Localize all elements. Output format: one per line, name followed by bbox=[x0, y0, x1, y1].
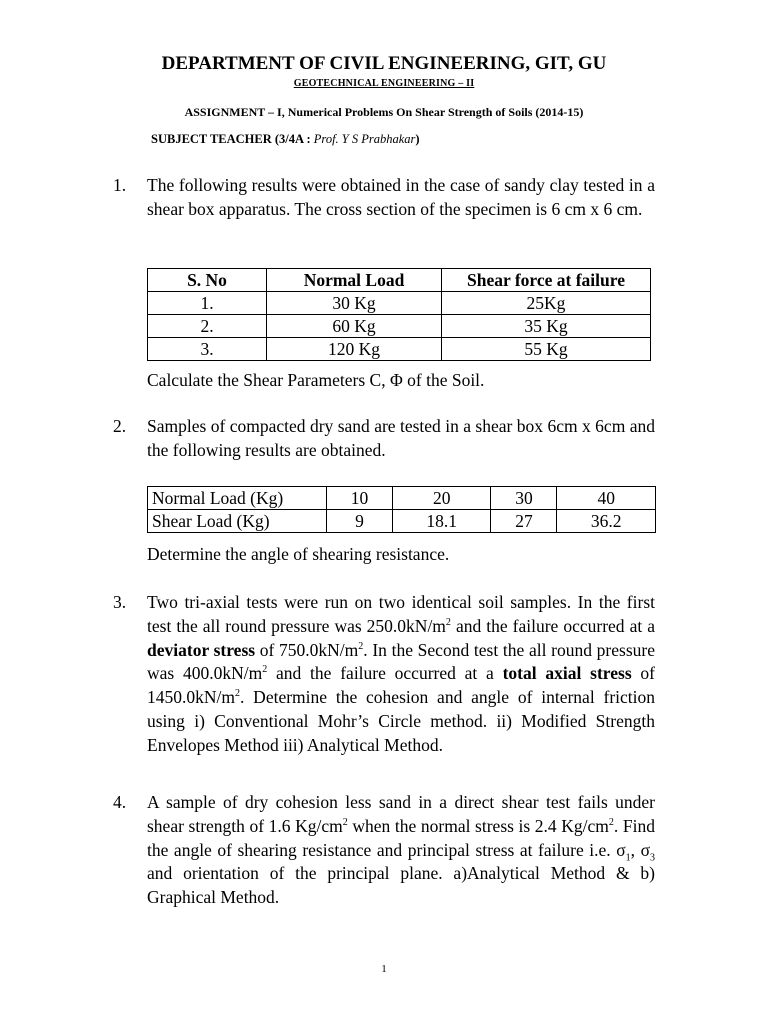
shear-box-table bbox=[147, 268, 651, 361]
superscript: 2 bbox=[235, 688, 240, 700]
table-cell: 30 Kg bbox=[267, 292, 442, 315]
table-cell: 1. bbox=[148, 292, 267, 315]
subscript: 3 bbox=[650, 852, 655, 864]
table-cell: 25Kg bbox=[442, 292, 651, 315]
table-cell: 35 Kg bbox=[442, 315, 651, 338]
table-cell: 20 bbox=[392, 487, 491, 510]
table-cell: 40 bbox=[557, 487, 656, 510]
table-header-row bbox=[148, 269, 651, 292]
superscript: 2 bbox=[608, 816, 614, 828]
question-1 bbox=[113, 174, 655, 222]
question-4 bbox=[113, 791, 655, 910]
text-segment: A sample of dry cohesion less sand in a direct shear test fails under shear strength of 1.6 Kg/cm bbox=[147, 792, 655, 836]
emphasis-term: deviator stress bbox=[147, 639, 256, 660]
question-number: 3. bbox=[113, 592, 127, 612]
column-header: Normal Load bbox=[267, 269, 442, 292]
column-header: Shear force at failure bbox=[442, 269, 651, 292]
table-cell: 55 Kg bbox=[442, 338, 651, 361]
text-segment: of 1450.0kN/m bbox=[147, 663, 655, 708]
emphasis-term: total axial stress bbox=[502, 663, 632, 684]
question-number: 2. bbox=[113, 416, 127, 436]
column-header: S. No bbox=[148, 269, 267, 292]
table-cell: 120 Kg bbox=[267, 338, 442, 361]
table-cell: 3. bbox=[148, 338, 267, 361]
question-text: The following results were obtained in the case of sandy clay tested in a shear box apparatus. The cross section of the specimen is 6 cm x 6 cm. bbox=[147, 175, 655, 219]
question-number: 1. bbox=[113, 175, 127, 195]
text-segment: and orientation of the principal plane. a)Analytical Method & b) Graphical Method. bbox=[147, 863, 655, 908]
determine-instruction: Determine the angle of shearing resistance. bbox=[147, 544, 450, 564]
course-subtitle: GEOTECHNICAL ENGINEERING – II bbox=[293, 78, 475, 89]
table-cell: 36.2 bbox=[557, 510, 656, 533]
question-number: 4. bbox=[113, 792, 127, 812]
teacher-name: Prof. Y S Prabhakar bbox=[313, 132, 416, 146]
teacher-close: ) bbox=[415, 132, 420, 146]
text-segment: . Determine the cohesion and angle of internal friction using i) Conventional Mohr’s Circle method. ii) Modified Strength Envelopes Method iii) Analytical Method. bbox=[147, 687, 655, 755]
table-row bbox=[148, 487, 656, 510]
superscript: 2 bbox=[445, 616, 451, 628]
question-text bbox=[147, 591, 655, 758]
calculate-instruction: Calculate the Shear Parameters C, Φ of the Soil. bbox=[147, 370, 485, 390]
subject-teacher bbox=[151, 132, 420, 147]
table-cell: 60 Kg bbox=[267, 315, 442, 338]
row-label: Shear Load (Kg) bbox=[148, 510, 327, 533]
table-cell: 10 bbox=[327, 487, 393, 510]
page-number: 1 bbox=[381, 963, 387, 975]
text-segment: , σ bbox=[630, 839, 650, 860]
assignment-heading: ASSIGNMENT – I, Numerical Problems On Shear Strength of Soils (2014-15) bbox=[184, 105, 584, 119]
table-cell: 27 bbox=[491, 510, 557, 533]
table-cell: 18.1 bbox=[392, 510, 491, 533]
table-row bbox=[148, 292, 651, 315]
table-row bbox=[148, 338, 651, 361]
question-3 bbox=[113, 591, 655, 758]
text-segment: and the failure occurred at a bbox=[450, 615, 655, 636]
row-label: Normal Load (Kg) bbox=[148, 487, 327, 510]
text-segment: Two tri-axial tests were run on two identical soil samples. In the first test the all round pressure was 250.0kN/m bbox=[147, 592, 655, 636]
table-row bbox=[148, 510, 656, 533]
superscript: 2 bbox=[342, 816, 348, 828]
table-cell: 2. bbox=[148, 315, 267, 338]
shear-load-table bbox=[147, 486, 656, 533]
question-2 bbox=[113, 415, 655, 463]
text-segment: of 750.0kN/m bbox=[255, 639, 359, 660]
teacher-label: SUBJECT TEACHER (3/4A : bbox=[151, 132, 314, 146]
table-row bbox=[148, 315, 651, 338]
question-text: Samples of compacted dry sand are tested in a shear box 6cm x 6cm and the following results are obtained. bbox=[147, 416, 655, 460]
text-segment: . In the Second test the all round pressure was 400.0kN/m bbox=[147, 639, 655, 684]
table-cell: 30 bbox=[491, 487, 557, 510]
question-text bbox=[147, 791, 655, 910]
text-segment: . Find the angle of shearing resistance and principal stress at failure i.e. σ bbox=[147, 815, 655, 860]
text-segment: and the failure occurred at a bbox=[267, 663, 503, 684]
department-title: DEPARTMENT OF CIVIL ENGINEERING, GIT, GU bbox=[161, 53, 607, 74]
table-cell: 9 bbox=[327, 510, 393, 533]
text-segment: when the normal stress is 2.4 Kg/cm bbox=[347, 815, 609, 836]
superscript: 2 bbox=[358, 640, 364, 652]
subscript: 1 bbox=[625, 852, 631, 864]
superscript: 2 bbox=[262, 664, 268, 676]
